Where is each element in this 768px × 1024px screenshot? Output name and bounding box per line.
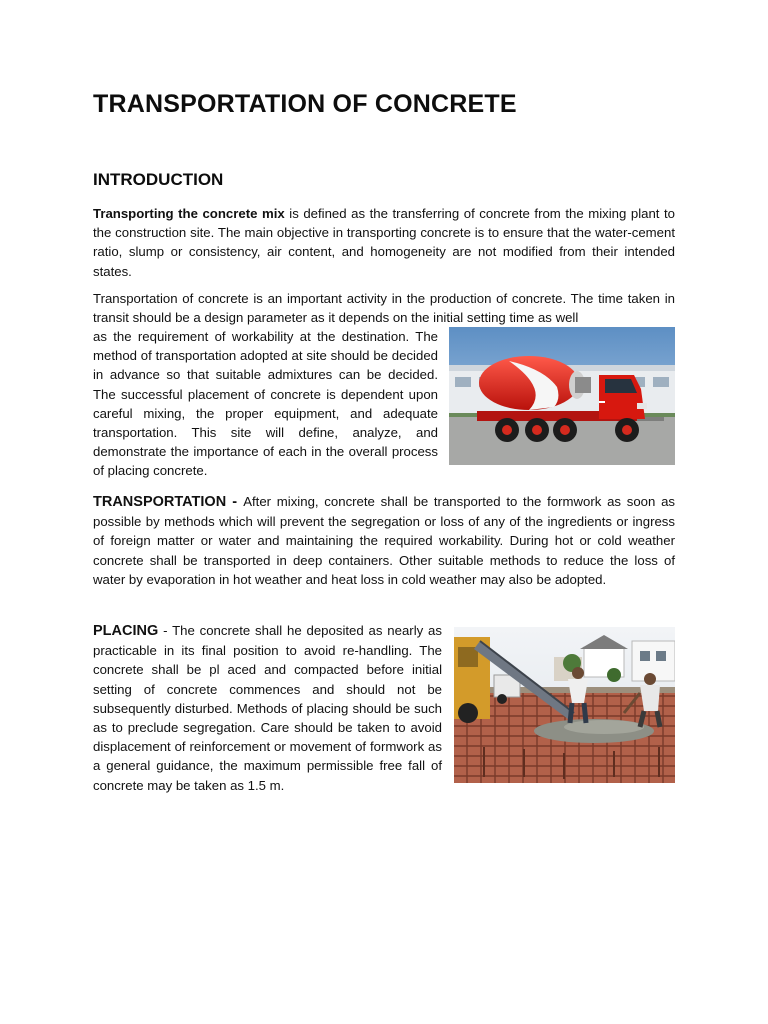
- introduction-heading: INTRODUCTION: [93, 170, 224, 189]
- importance-paragraph: Transportation of concrete is an important activity in the production of concrete. The time taken in transit should be a design parameter as it depends on the initial setting time as well: [93, 291, 675, 326]
- page-title: TRANSPORTATION OF CONCRETE: [93, 90, 517, 118]
- placing-text: - The concrete shall he deposited as nearly as practicable in its final position to avoid re-handling. The concrete shall be pl aced and compacted before initial setting of concrete commences and should not be subsequently disturbed. Methods of placing should be such as to preclude segregation. Care should be taken to avoid displacement of reinforcement or movement of formwork as a general guidance, the maximum permissible free fall of concrete may be taken as 1.5 m.: [93, 623, 442, 793]
- mixer-truck-image: [449, 327, 675, 465]
- placing-lead: PLACING: [93, 623, 159, 639]
- transportation-lead: TRANSPORTATION -: [93, 494, 244, 510]
- intro-text: is defined as the transferring of concrete from the mixing plant to the construction site. The main objective in transporting concrete is to ensure that the water-cement ratio, slump or consistency, air content, and homogeneity are not modified from their intended states.: [93, 206, 676, 279]
- concrete-placing-image: [454, 627, 675, 783]
- transportation-text: After mixing, concrete shall be transported to the formwork as soon as possible by methods which will prevent the segregation or loss of any of the ingredients or ingress of foreign matter or water and maintaining the required workability. During hot or cold weather concrete shall be transported in deep containers. Other suitable methods to reduce the loss of water by evaporation in hot weather and heat loss in cold weather may also be adopted.: [93, 494, 676, 587]
- intro-paragraph: [93, 204, 675, 281]
- transportation-paragraph: [93, 492, 675, 589]
- importance-paragraph-continued: as the requirement of workability at the destination. The method of transportation adopted at site should be decided in advance so that suitable admixtures can be decided. The successful placement of concrete is dependent upon careful mixing, the proper equipment, and adequate transportation. This site will define, analyze, and demonstrate the importance of each in the overall process of placing concrete.: [93, 329, 438, 479]
- placing-paragraph: [93, 621, 442, 795]
- intro-lead: Transporting the concrete mix: [93, 206, 285, 221]
